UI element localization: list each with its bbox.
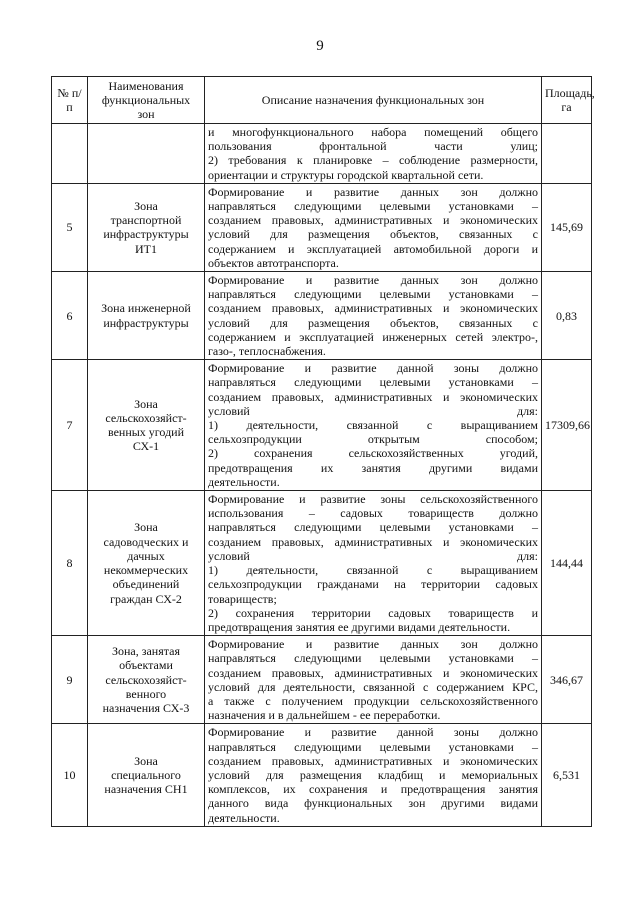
header-area-line: Площадь, [545,85,595,100]
row-number: 6 [52,272,88,360]
description-line: созданием правовых, административных и экономических [208,665,538,680]
description-line: комплексов, их сохранения и предотвращения занятия [208,782,538,797]
description-line: предотвращения их занятия другими видами [208,460,538,475]
table-row [52,724,592,826]
header-area [542,77,595,124]
zone-name-line: граждан СХ-2 [110,591,182,606]
zone-name [88,124,205,184]
header-num: № п/п [52,77,88,124]
description-line: сельхозпродукции открытым способом; [208,432,538,447]
zone-name-line: Зона [134,753,158,768]
zone-name-line: некоммерческих [103,563,189,578]
table-body [52,124,592,827]
zone-area: 346,67 [542,636,592,724]
zone-name-line: инфраструктуры [103,315,189,330]
zone-area: 144,44 [542,491,592,636]
zone-name-line: назначения СН1 [104,782,188,797]
zone-name [88,360,205,491]
description-line: направляться следующими целевыми установками – [208,375,538,390]
description-line: 1) деятельности, связанной с выращиванием [208,418,538,433]
description-line: созданием правовых, административных и экономических [208,389,538,404]
description-line: 2) сохранения сельскохозяйственных угодий, [208,446,538,461]
description-line: направляться следующими целевыми установками – [208,287,538,302]
zone-name [88,724,205,826]
zone-name-line: транспортной [110,213,182,228]
description-line: пользования фронтальной части улиц; [208,139,538,154]
description-line: 1) деятельности, связанной с выращиванием [208,563,538,578]
description-line: использования – садовых товариществ должно [208,506,538,521]
description-line: условий для: [208,548,538,563]
description-line: 2) требования к планировке – соблюдение размерности, [208,153,538,168]
zone-description [205,491,542,636]
table-header-row [52,77,592,124]
zone-name [88,272,205,360]
zone-description [205,272,542,360]
description-line: а также с получением продукции сельскохозяйственного [208,693,538,708]
row-number: 9 [52,636,88,724]
description-line: созданием правовых, административных и экономических [208,213,538,228]
zone-description [205,124,542,184]
zone-name-line: назначения СХ-3 [102,701,190,716]
row-number: 5 [52,183,88,271]
table-row [52,124,592,184]
header-name-line: Наименования [108,78,184,93]
zone-name-line: сельскохозяйст- [105,672,187,687]
table-row [52,183,592,271]
row-number: 7 [52,360,88,491]
description-line: содержанием и эксплуатацией автомобильной дороги и [208,241,538,256]
row-number: 10 [52,724,88,826]
description-line: и многофункционального набора помещений общего [208,125,538,139]
zone-area: 6,531 [542,724,592,826]
header-area-line: га [561,100,572,114]
description-line: Формирование и развитие данных зон должно [208,273,538,288]
description-line: Формирование и развитие данных зон должно [208,637,538,652]
description-line: условий для: [208,403,538,418]
zone-name-line: венных угодий [107,425,185,440]
zone-name-line: Зона [134,520,158,535]
description-line: данного вида функциональных зон другими видами [208,796,538,811]
header-desc: Описание назначения функциональных зон [205,77,542,124]
table-row [52,360,592,491]
zone-name-line: объектами [119,658,173,673]
description-line: условий для деятельности, связанной с содержанием КРС, [208,679,538,694]
description-line: предотвращения занятия ее другими видами деятельности. [208,619,511,634]
header-name-line: зон [137,107,155,122]
zone-name-line: Зона [134,396,158,411]
description-line: газо-, теплоснабжения. [208,344,326,359]
description-line: назначения и в дальнейшем - ее переработки. [208,708,441,723]
description-line: деятельности. [208,810,280,825]
zone-name-line: дачных [127,548,165,563]
zone-name-line: венного [125,686,167,701]
zone-name-line: СХ-1 [132,439,160,454]
row-number [52,124,88,184]
description-line: сельхозпродукции гражданами на территории садовых [208,577,538,592]
description-line: Формирование и развитие зоны сельскохозяйственного [208,492,538,507]
zone-name-line: садоводческих и [103,534,189,549]
zone-area: 17309,66 [542,360,592,491]
description-line: направляться следующими целевыми установками – [208,651,538,666]
zone-name-line: Зона инженерной [101,301,191,316]
description-line: созданием правовых, административных и экономических [208,534,538,549]
zone-name-line: Зона, занятая [111,644,180,659]
zone-name-line: специального [111,767,181,782]
zone-area [542,124,592,184]
zone-name-line: ИТ1 [135,241,157,256]
description-line: Формирование и развитие данной зоны должно [208,361,538,376]
description-line: условий для размещения объектов, связанных с [208,227,538,242]
zone-name-line: Зона [134,199,158,214]
description-line: направляться следующими целевыми установками – [208,520,538,535]
description-line: условий для размещения кладбищ и мемориальных [208,767,538,782]
description-line: товариществ; [208,591,277,606]
zone-description [205,183,542,271]
page-number: 9 [316,38,324,54]
table-row [52,272,592,360]
row-number: 8 [52,491,88,636]
description-line: направляться следующими целевыми установками – [208,199,538,214]
description-line: созданием правовых, административных и экономических [208,753,538,768]
functional-zones-table [51,76,595,827]
zone-name [88,183,205,271]
zone-name-line: объединений [112,577,180,592]
zone-area: 145,69 [542,183,592,271]
zone-description [205,724,542,826]
zone-description [205,360,542,491]
description-line: ориентации и структуры городской квартальной сети. [208,167,484,182]
zone-name-line: сельскохозяйст- [105,410,187,425]
description-line: 2) сохранения территории садовых товариществ и [208,605,538,620]
description-line: Формирование и развитие данных зон должно [208,184,538,199]
description-line: направляться следующими целевыми установками – [208,739,538,754]
description-line: объектов автотранспорта. [208,255,339,270]
zone-name [88,491,205,636]
description-line: условий для размещения объектов, связанных с [208,315,538,330]
description-line: деятельности. [208,474,280,489]
zone-description [205,636,542,724]
header-name-line: функциональных [101,92,191,107]
description-line: Формирование и развитие данной зоны должно [208,725,538,740]
table-row [52,491,592,636]
description-line: созданием правовых, административных и экономических [208,301,538,316]
zone-name-line: инфраструктуры [103,227,189,242]
zone-name [88,636,205,724]
header-name [88,77,205,124]
table-row [52,636,592,724]
description-line: содержанием и эксплуатацией инженерных сетей электро-, [208,329,538,344]
zone-area: 0,83 [542,272,592,360]
